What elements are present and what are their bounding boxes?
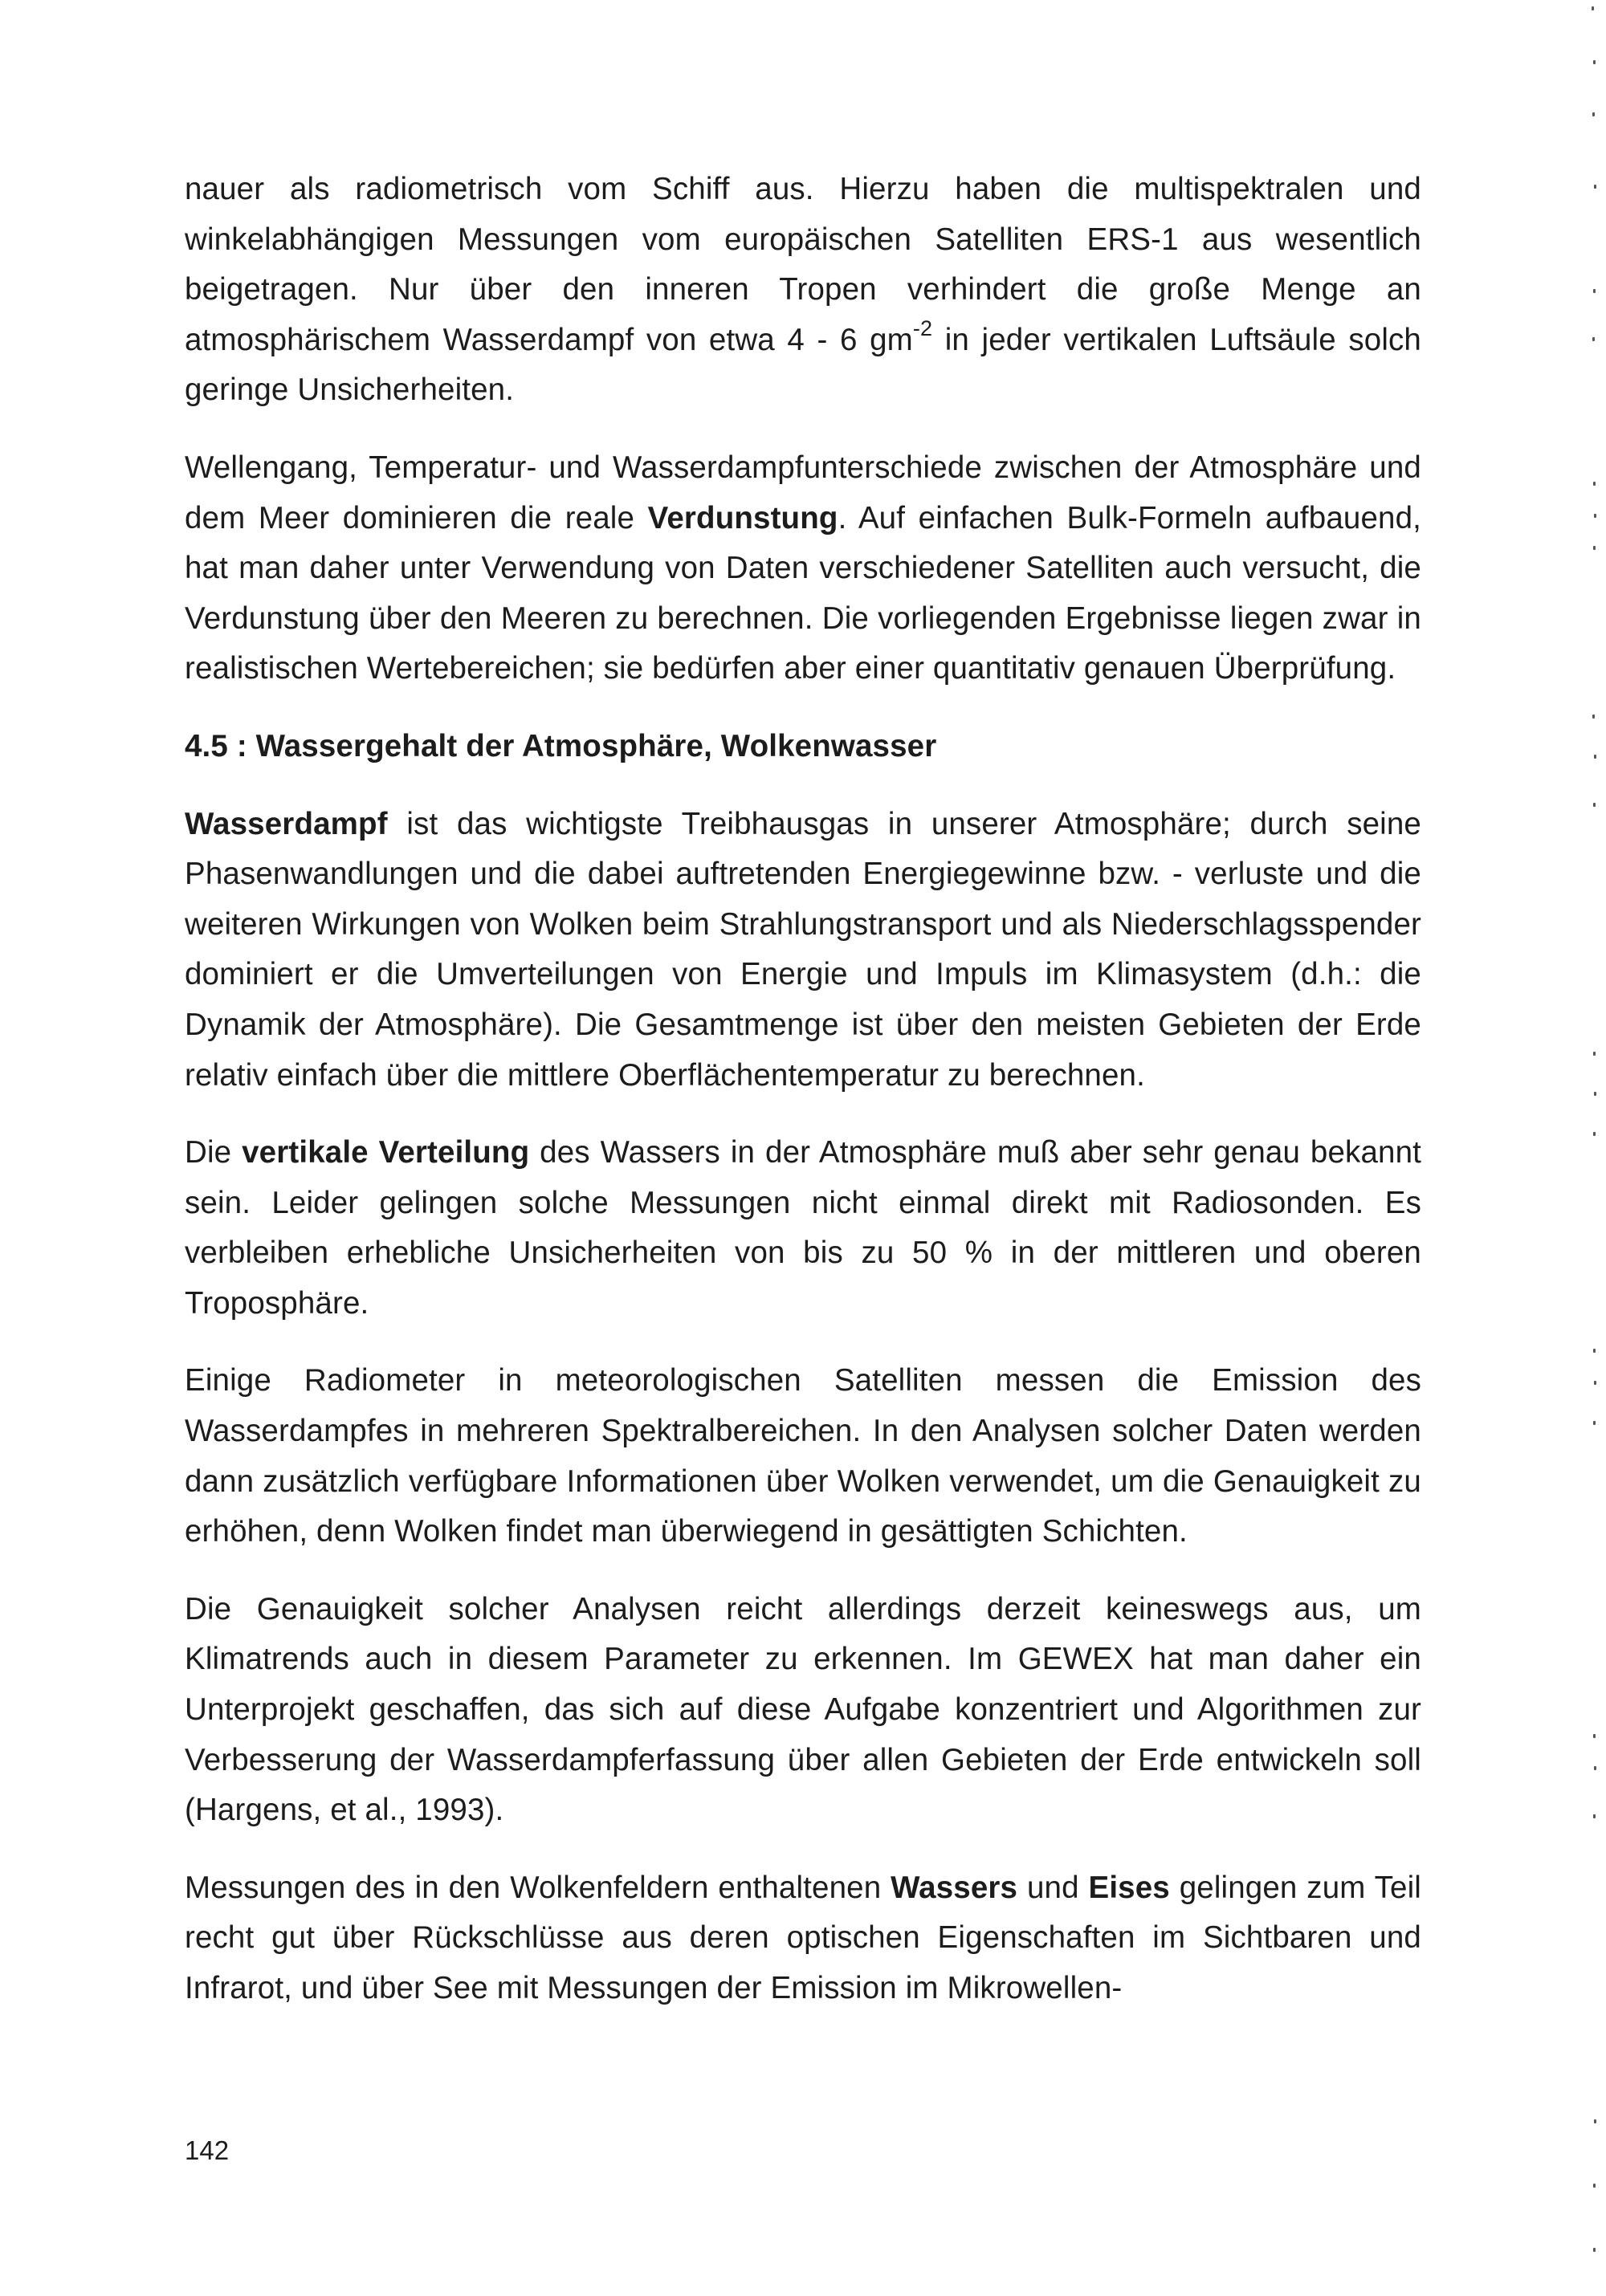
- page-body: [185, 165, 1421, 2042]
- bold-term-verdunstung: Verdunstung: [647, 500, 838, 535]
- section-heading: 4.5 : Wassergehalt der Atmosphäre, Wolkenwasser: [185, 728, 937, 763]
- scan-speck: [1593, 1349, 1596, 1353]
- scan-speck: [1593, 1814, 1596, 1818]
- scan-speck: [1592, 337, 1595, 341]
- scan-speck: [1593, 289, 1596, 293]
- scan-speck: [1593, 803, 1596, 807]
- scan-speck: [1593, 546, 1596, 550]
- paragraph-water-vapour: [185, 800, 1421, 1101]
- scan-speck: [1594, 1092, 1596, 1096]
- paragraph-evaporation: [185, 443, 1421, 694]
- scan-speck: [1594, 2119, 1596, 2123]
- scan-speck: [1593, 2184, 1596, 2188]
- bold-term-eises: Eises: [1088, 1870, 1170, 1905]
- scan-speck: [1592, 714, 1595, 719]
- paragraph-text: Die: [185, 1135, 243, 1170]
- scan-speck: [1593, 2248, 1596, 2252]
- scan-speck: [1592, 6, 1594, 10]
- scan-speck: [1593, 1421, 1596, 1425]
- scan-speck: [1594, 1766, 1596, 1770]
- paragraph-cloud-water: [185, 1863, 1421, 2014]
- scan-speck: [1594, 1381, 1596, 1385]
- bold-term-wassers: Wassers: [891, 1870, 1018, 1905]
- paragraph-text: und: [1017, 1870, 1089, 1905]
- paragraph-vertical-distribution: [185, 1128, 1421, 1329]
- paragraph-text: nauer als radiometrisch vom Schiff aus. Hierzu haben die multispektralen und winkelabhängigen Messungen vom europäischen Satelliten ERS-1 aus wesentlich beigetragen. Nur über den inneren Tropen verhindert die große Menge an atmosphärischem Wasserdampf von etwa 4 - 6 gm: [185, 172, 1421, 357]
- paragraph-text: Messungen des in den Wolkenfeldern enthaltenen: [185, 1870, 891, 1905]
- paragraph-text: gelingen zum Teil recht gut über Rückschlüsse aus deren optischen Eigenschaften im Sichtbaren und Infrarot, und über See mit Messungen der Emission im Mikrowellen-: [185, 1870, 1421, 2005]
- paragraph-text: in jeder vertikalen Luftsäule solch geringe Unsicherheiten.: [185, 322, 1421, 408]
- superscript-exponent: -2: [912, 315, 933, 340]
- bold-term-vertikale-verteilung: vertikale Verteilung: [242, 1135, 530, 1170]
- paragraph-gewex: Die Genauigkeit solcher Analysen reicht allerdings derzeit keineswegs aus, um Klimatrends auch in diesem Parameter zu erkennen. Im GEWEX hat man daher ein Unterprojekt geschaffen, das sich auf diese Aufgabe konzentriert und Algorithmen zur Verbesserung der Wasserdampferfassung über allen Gebieten der Erde entwickeln soll (Hargens, et al., 1993).: [185, 1591, 1421, 1828]
- scan-speck: [1594, 514, 1596, 518]
- paragraph-satellite-measurements: [185, 165, 1421, 416]
- paragraph-radiometers: Einige Radiometer in meteorologischen Satelliten messen die Emission des Wasserdampfes in mehreren Spektralbereichen. In den Analysen solcher Daten werden dann zusätzlich verfügbare Informationen über Wolken verwendet, um die Genauigkeit zu erhöhen, denn Wolken findet man überwiegend in gesättigten Schichten.: [185, 1363, 1421, 1549]
- paragraph-text: Wellengang, Temperatur- und Wasserdampfunterschiede zwischen der Atmosphäre und dem Meer dominieren die reale: [185, 450, 1421, 535]
- paragraph-text: des Wassers in der Atmosphäre muß aber sehr genau bekannt sein. Leider gelingen solche Messungen nicht einmal direkt mit Radiosonden. Es verbleiben erhebliche Unsicherheiten von bis zu 50 % in der mittleren und oberen Troposphäre.: [185, 1135, 1421, 1321]
- scan-speck: [1594, 755, 1596, 759]
- bold-term-wasserdampf: Wasserdampf: [185, 806, 388, 841]
- scan-speck: [1592, 112, 1595, 116]
- scan-speck: [1593, 482, 1596, 486]
- scan-speck: [1593, 60, 1596, 64]
- scan-speck: [1593, 1132, 1596, 1136]
- page-number: 142: [185, 2135, 230, 2165]
- scan-speck: [1593, 1734, 1596, 1738]
- scan-speck: [1594, 185, 1596, 189]
- paragraph-text: . Auf einfachen Bulk-Formeln aufbauend, hat man daher unter Verwendung von Daten verschiedener Satelliten auch versucht, die Verdunstung über den Meeren zu berechnen. Die vorliegenden Ergebnisse liegen zwar in realistischen Wertebereichen; sie bedürfen aber einer quantitativ genauen Überprüfung.: [185, 500, 1421, 686]
- paragraph-text: ist das wichtigste Treibhausgas in unserer Atmosphäre; durch seine Phasenwandlungen und die dabei auftretenden Energiegewinne bzw. - verluste und die weiteren Wirkungen von Wolken beim Strahlungstransport und als Niederschlagsspender dominiert er die Umverteilungen von Energie und Impuls im Klimasystem (d.h.: die Dynamik der Atmosphäre). Die Gesamtmenge ist über den meisten Gebieten der Erde relativ einfach über die mittlere Oberflächentemperatur zu berechnen.: [185, 806, 1421, 1093]
- scan-speck: [1593, 1052, 1596, 1056]
